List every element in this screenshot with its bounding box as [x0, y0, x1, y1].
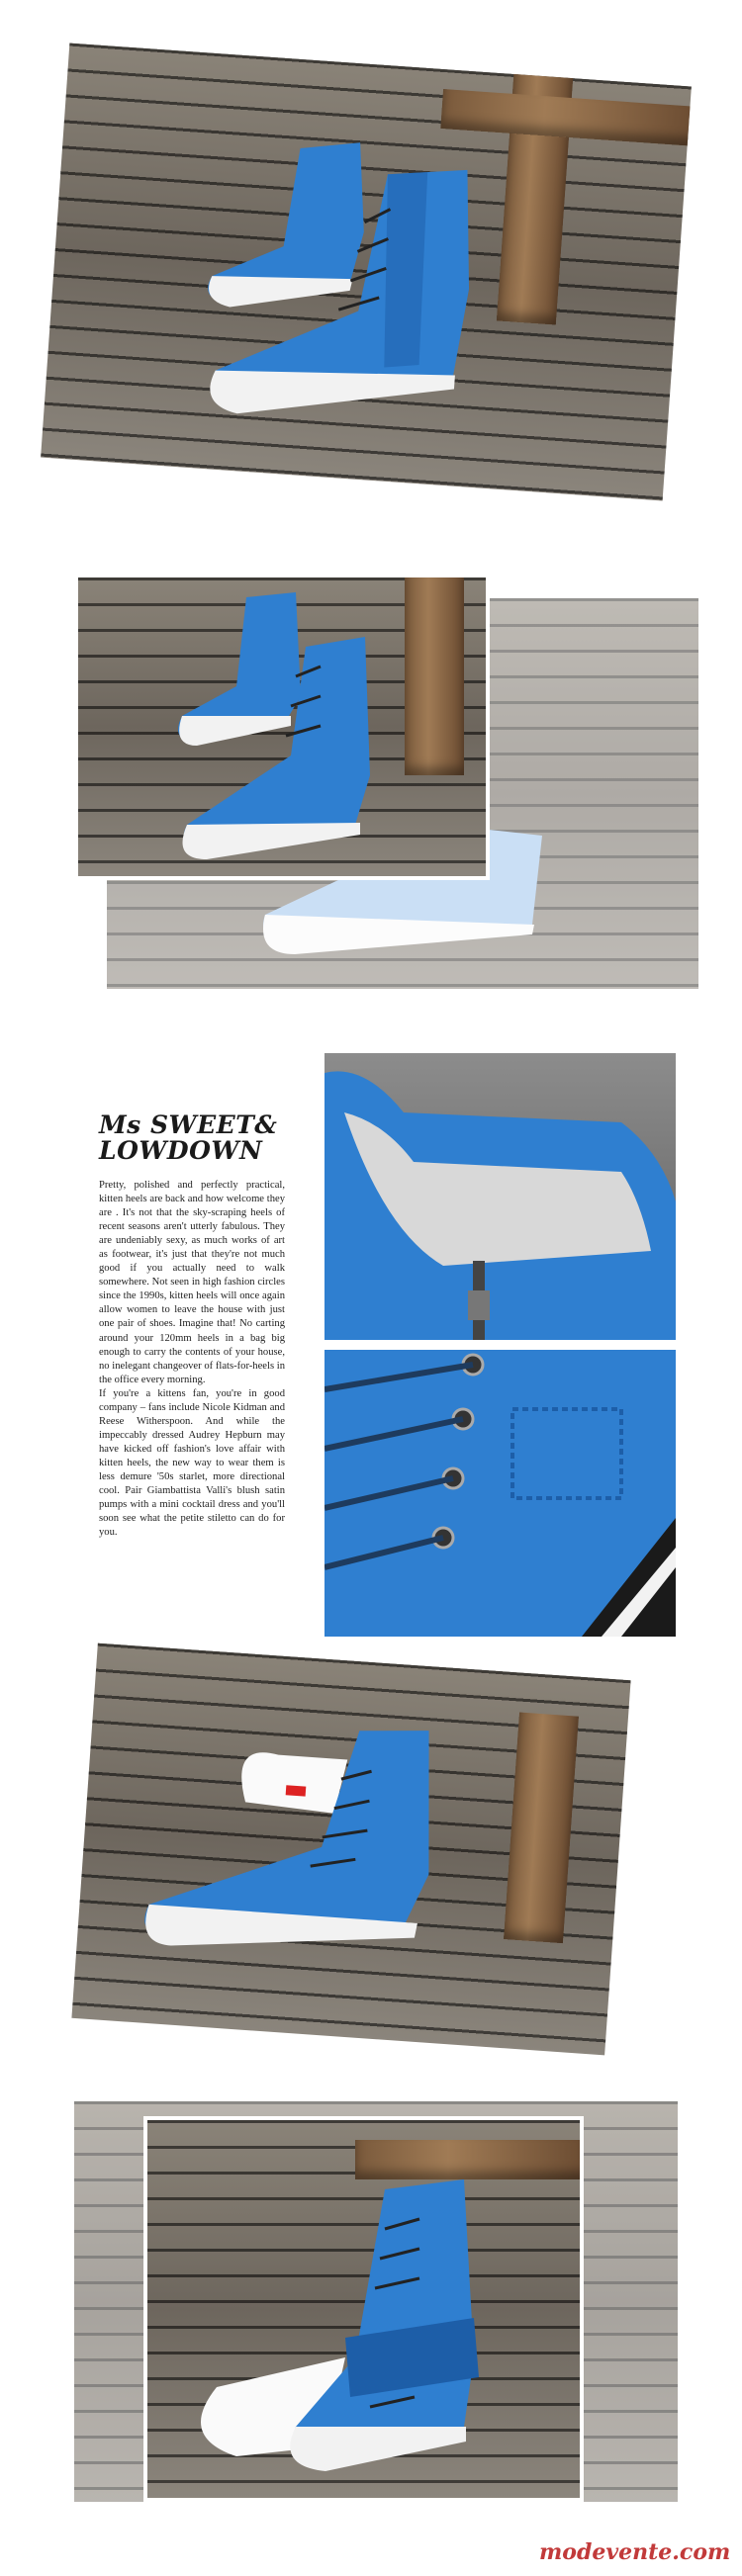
boot-with-sole-illustration	[177, 2160, 573, 2496]
product-photo-4	[143, 2116, 584, 2502]
article-paragraph-2: If you're a kittens fan, you're in good company – fans include Nicole Kidman and Reese Witherspoon. And while the impeccably dressed Audrey Hepburn may have kicked off fashion's love affair with kitten heels, the new way to wear them is less demure '50s starlet, more directional cool. Pair Giambattista Valli's blush satin pumps with a mini cocktail dress and you'll soon see what the petite stiletto can do for you.	[99, 1387, 285, 1539]
article-paragraph-1: Pretty, polished and perfectly practical, kitten heels are back and how welcome they are . It's not that the sky-scraping heels of recent seasons aren't utterly fabulous. They are undeniably sexy, as much works of art as footwear, it's just that they're not much good if you actually need to walk somewhere. Not seen in high fashion circles since the 1990s, kitten heels will once again allow women to leave the house with just one pair of shoes. Imagine that! No carting around your 120mm heels in a bag big enough to carry the contents of your house, no inelegant changeover of flats-for-heels in the office every morning.	[99, 1180, 285, 1385]
product-photo-3	[71, 1643, 630, 2056]
product-photo-1	[41, 44, 692, 501]
watermark-text: modevente.com	[539, 2539, 731, 2565]
title-line-2: LOWDOWN	[99, 1136, 263, 1165]
boot-with-sole-illustration	[134, 1707, 489, 2006]
boot-collar-illustration	[325, 1053, 676, 1340]
article-title	[99, 1112, 287, 1164]
detail-photo-collar	[325, 1053, 676, 1340]
wooden-railing	[504, 1713, 579, 1944]
boot-pair-illustration	[167, 587, 424, 864]
laces-illustration	[325, 1350, 676, 1637]
boot-pair-illustration	[191, 103, 570, 463]
title-line-1: Ms SWEET&	[99, 1110, 278, 1139]
detail-photo-laces	[325, 1350, 676, 1637]
product-photo-2	[74, 574, 490, 880]
article-body	[99, 1179, 285, 1540]
